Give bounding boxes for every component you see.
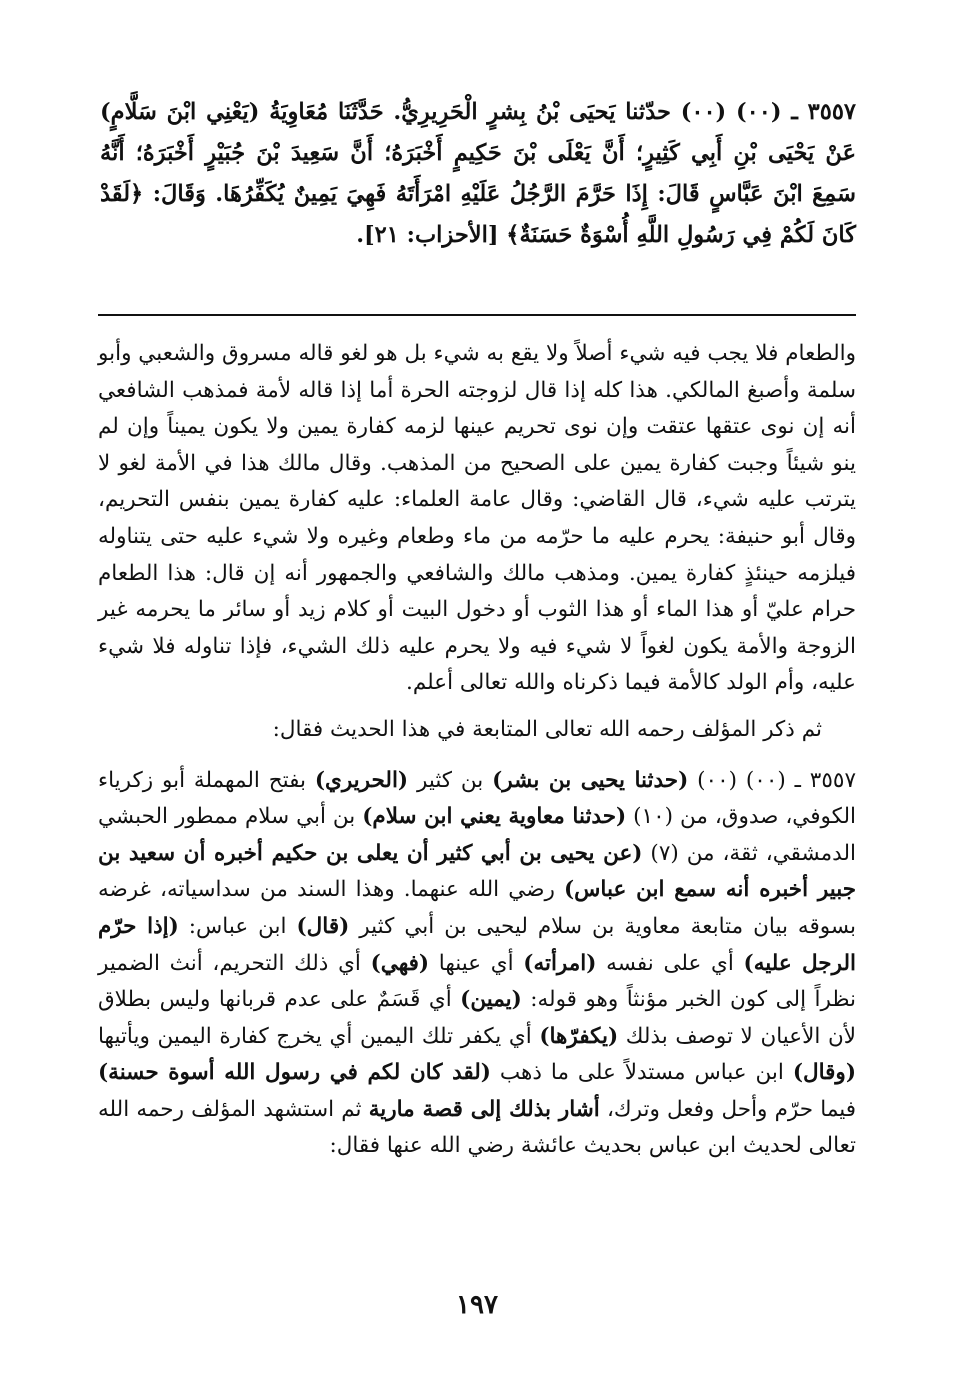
- commentary-text-fragment: ابن عباس مستدلاً على ما ذهب: [490, 1060, 793, 1086]
- commentary-text-fragment: ابن عباس:: [178, 913, 297, 939]
- quoted-hadith-fragment: (يمين): [460, 987, 522, 1013]
- commentary-text-fragment: أي على نفسه: [596, 950, 744, 976]
- quoted-hadith-fragment: (الحريري): [314, 767, 409, 793]
- commentary-text-fragment: أي قَسَمٌ على عدم قربانها وليس بطلاق لأن الأعيان لا توصف بذلك: [98, 987, 856, 1049]
- quoted-hadith-fragment: (فهي): [370, 950, 430, 976]
- hadith-paragraph: ٣٥٥٧ ـ (٠٠) (٠٠) حدّثنا يَحيَى بْنُ بِشرٍ الْحَرِيرِيُّ. حَدَّثَنَا مُعَاوِيَةُ (يَعْنِي ابْنَ سَلَّامٍ) عَنْ يَحْيَى بْنِ أَبِي كَثِيرٍ؛ أَنَّ يَعْلَى بْنَ حَكِيمٍ أَخْبَرَهُ؛ أَنَّ سَعِيدَ بْنَ جُبَيْرٍ أَخْبَرَهُ؛ أَنَّهُ سَمِعَ ابْنَ عَبَّاسٍ قَالَ: إِذَا حَرَّمَ الرَّجُلُ عَلَيْهِ امْرَأَتَهُ فَهِيَ يَمِينٌ يُكَفِّرُهَا. وَقَالَ: ﴿لَقَدْ كَانَ لَكُمْ فِي رَسُولِ اللَّهِ أُسْوَةٌ حَسَنَةٌ﴾ [الأحزاب: ٢١].: [100, 99, 857, 248]
- quoted-hadith-fragment: (إذا حرّم الرجل عليه): [98, 913, 856, 976]
- quoted-hadith-fragment: (وقال): [792, 1060, 856, 1086]
- quoted-hadith-fragment: (عن يحيى بن أبي كثير أن يعلى بن حكيم أخبره أن سعيد بن جبير أخبره أنه سمع ابن عباس): [98, 840, 856, 903]
- commentary-intro-line: ثم ذكر المؤلف رحمه الله تعالى المتابعة في هذا الحديث فقال:: [272, 716, 822, 742]
- quoted-hadith-fragment: (لقد كان لكم في رسول الله أسوة حسنة): [98, 1060, 491, 1086]
- commentary-text-fragment: ثم استشهد المؤلف رحمه الله تعالى لحديث ابن عباس بحديث عائشة رضي الله عنها فقال:: [98, 1096, 856, 1159]
- commentary-text-fragment: رضي الله عنهما. وهذا السند من سداسياته، غرضه بسوقه بيان متابعة معاوية بن سلام ليحيى بن أبي كثير: [98, 877, 856, 939]
- commentary-paragraph-1: والطعام فلا يجب فيه شيء أصلاً ولا يقع به شيء بل هو لغو قاله مسروق والشعبي وأبو سلمة وأصبغ المالكي. هذا كله إذا قال لزوجته الحرة أما إذا قاله لأمة فمذهب الشافعي أنه إن نوى عتقها عتقت وإن نوى تحريم عينها لزمه كفارة يمين ولا يكون يميناً وإن لم ينو شيئاً وجبت كفارة يمين على الصحيح من المذهب. وقال مالك هذا في الأمة لغو لا يترتب عليه شيء، قال القاضي: وقال عامة العلماء: عليه كفارة يمين بنفس التحريم، وقال أبو حنيفة: يحرم عليه ما حرّمه من ماء وطعام وغيره ولا شيء عليه حتى يتناوله فيلزمه حينئذٍ كفارة يمين. ومذهب مالك والشافعي والجمهور أنه إن قال: هذا الطعام حرام عليّ أو هذا الماء أو هذا الثوب أو دخول البيت أو كلام زيد أو سائر ما يحرمه غير الزوجة والأمة يكون لغواً لا شيء فيه ولا يحرم عليه ذلك الشيء، فإذا تناوله فلا شيء عليه، وأم الولد كالأمة فيما ذكرناه والله تعالى أعلم.: [98, 341, 856, 696]
- footnote-separator-line: [98, 314, 856, 316]
- quoted-hadith-fragment: (حدثنا معاوية يعني ابن سلام): [362, 804, 627, 830]
- commentary-text-fragment: بفتح المهملة أبو زكرياء الكوفي، صدوق، من (١٠): [98, 767, 856, 830]
- commentary-text-fragment: أي يكفر تلك اليمين أي يخرج كفارة اليمين ويأتيها: [98, 1023, 540, 1049]
- quoted-hadith-fragment: (امرأته): [523, 950, 597, 976]
- quoted-hadith-fragment: أشار بذلك إلى قصة مارية: [368, 1096, 600, 1122]
- commentary-block: [98, 336, 856, 1165]
- page-number: ١٩٧: [456, 1290, 498, 1320]
- commentary-text-fragment: ٣٥٥٧ ـ (٠٠) (٠٠): [688, 767, 856, 793]
- hadith-text-block: [100, 92, 856, 256]
- quoted-hadith-fragment: (قال): [296, 913, 350, 939]
- commentary-text-fragment: فيما حرّم وأحل وفعل وترك،: [599, 1096, 857, 1122]
- commentary-paragraph-2: [98, 763, 856, 1166]
- commentary-text-fragment: بن كثير: [408, 767, 493, 793]
- commentary-text-fragment: بن أبي سلام ممطور الحبشي الدمشقي، ثقة، من (٧): [98, 804, 856, 866]
- commentary-text-fragment: أي عينها: [429, 950, 524, 976]
- quoted-hadith-fragment: (يكفرّها): [539, 1023, 619, 1049]
- quoted-hadith-fragment: (حدثنا يحيى بن بشر): [492, 767, 689, 793]
- commentary-text-fragment: أي ذلك التحريم، أنث الضمير نظراً إلى كون الخبر مؤنثاً وهو قوله:: [98, 950, 856, 1013]
